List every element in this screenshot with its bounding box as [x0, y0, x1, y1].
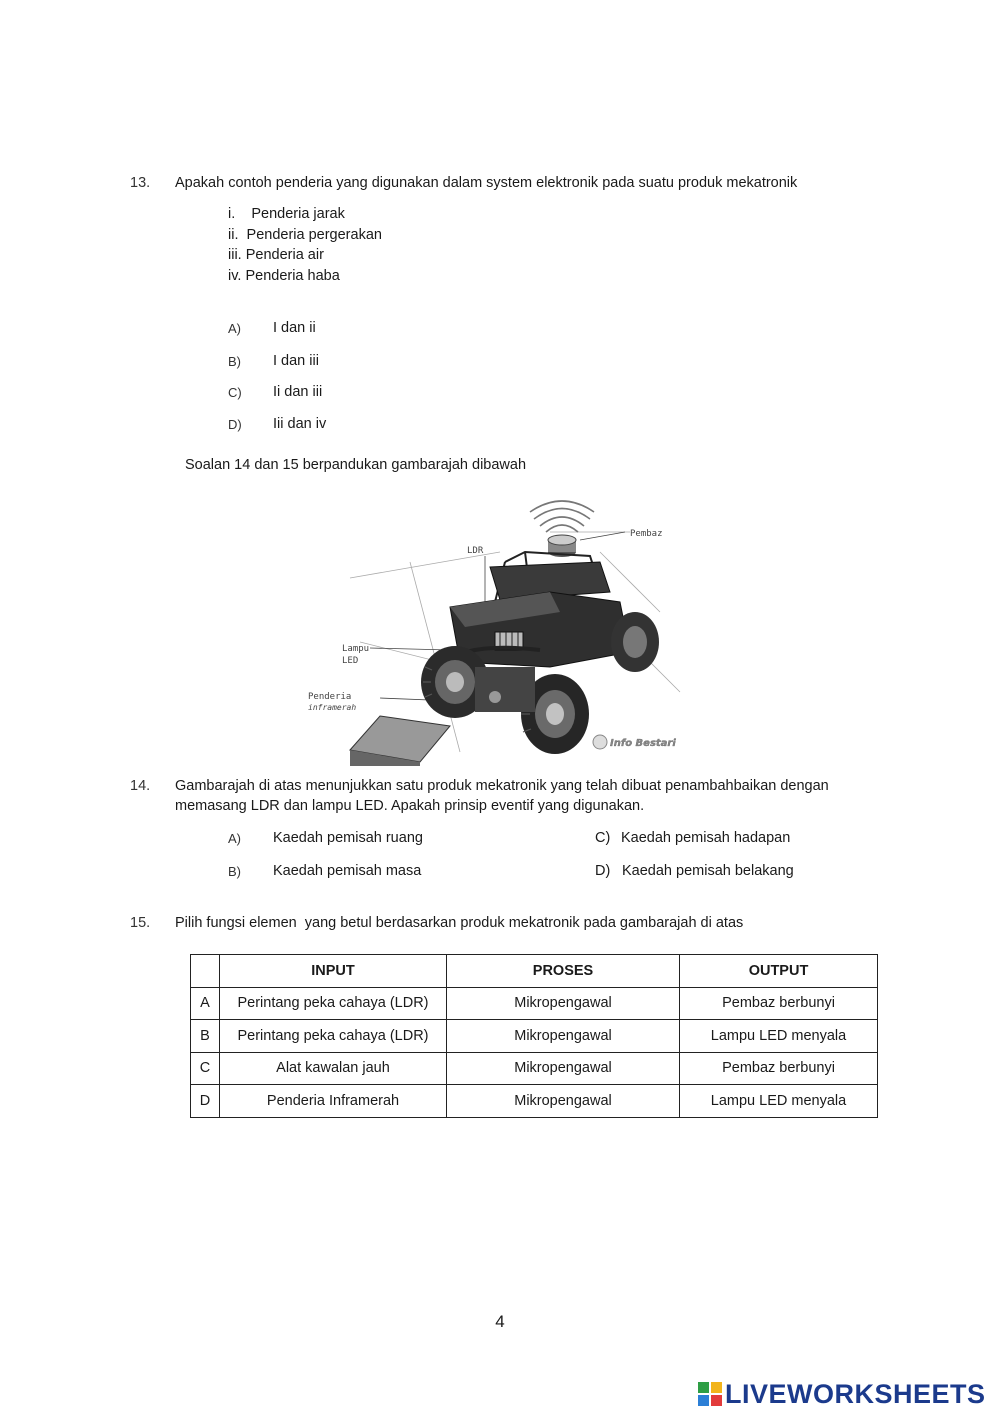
- q14-option-c-text[interactable]: Kaedah pemisah hadapan: [621, 830, 791, 846]
- liveworksheets-logo-icon: [698, 1382, 722, 1406]
- q14-option-c-letter: C): [595, 830, 611, 846]
- q13-option-c-text[interactable]: Ii dan iii: [273, 384, 323, 400]
- q13-option-c-letter: C): [228, 385, 242, 400]
- table-row[interactable]: [191, 1052, 878, 1085]
- table-row[interactable]: [191, 1085, 878, 1118]
- q14-option-b-letter: B): [228, 864, 241, 879]
- q14-option-d-letter: D): [595, 863, 611, 879]
- row-output: Pembaz berbunyi: [680, 987, 878, 1020]
- q15-text: Pilih fungsi elemen yang betul berdasarkan produk mekatronik pada gambarajah di atas: [175, 915, 744, 931]
- q15-answer-table: [190, 954, 878, 1118]
- page-number: 4: [495, 1312, 505, 1331]
- q13-item-3: iii. Penderia air: [228, 247, 324, 263]
- q13-option-a-text[interactable]: I dan ii: [273, 320, 316, 336]
- row-proses: Mikropengawal: [447, 1085, 680, 1118]
- q14-option-b-text[interactable]: Kaedah pemisah masa: [273, 863, 422, 879]
- row-input: Alat kawalan jauh: [220, 1052, 447, 1085]
- watermark-text: Info Bestari: [610, 738, 676, 749]
- info-bestari-logo-icon: [593, 735, 607, 749]
- row-output: Lampu LED menyala: [680, 1020, 878, 1053]
- table-header-input: INPUT: [220, 955, 447, 988]
- row-letter: A: [191, 987, 220, 1020]
- q13-option-b-letter: B): [228, 354, 241, 369]
- q14-option-a-letter: A): [228, 831, 241, 846]
- row-letter: D: [191, 1085, 220, 1118]
- row-input: Perintang peka cahaya (LDR): [220, 1020, 447, 1053]
- q14-line2: memasang LDR dan lampu LED. Apakah prinsip eventif yang digunakan.: [175, 798, 645, 814]
- row-proses: Mikropengawal: [447, 1052, 680, 1085]
- q13-item-2: ii. Penderia pergerakan: [228, 227, 382, 243]
- q13-option-b-text[interactable]: I dan iii: [273, 353, 319, 369]
- q14-line1: Gambarajah di atas menunjukkan satu produk mekatronik yang telah dibuat penambahbaikan dengan: [175, 778, 829, 794]
- q13-item-1: i. Penderia jarak: [228, 206, 345, 222]
- label-lampu: Lampu: [342, 644, 370, 654]
- row-letter: C: [191, 1052, 220, 1085]
- q15-number: 15.: [130, 915, 151, 931]
- label-ldr: LDR: [467, 546, 484, 556]
- liveworksheets-brand[interactable]: [698, 1378, 986, 1410]
- q14-number: 14.: [130, 778, 151, 794]
- label-inframerah: inframerah: [308, 703, 357, 712]
- table-row[interactable]: [191, 1020, 878, 1053]
- row-proses: Mikropengawal: [447, 987, 680, 1020]
- table-header-output: OUTPUT: [680, 955, 878, 988]
- row-proses: Mikropengawal: [447, 1020, 680, 1053]
- table-header-proses: PROSES: [447, 955, 680, 988]
- q13-item-4: iv. Penderia haba: [228, 268, 340, 284]
- label-penderia: Penderia: [308, 692, 352, 702]
- brand-text: LIVEWORKSHEETS: [725, 1378, 986, 1409]
- q14-option-d-text[interactable]: Kaedah pemisah belakang: [622, 863, 794, 879]
- table-header-blank: [191, 955, 220, 988]
- row-letter: B: [191, 1020, 220, 1053]
- table-row[interactable]: [191, 987, 878, 1020]
- label-pembaz: Pembaz: [630, 529, 663, 539]
- q13-option-d-text[interactable]: Iii dan iv: [273, 416, 327, 432]
- buzzer-waves: [530, 501, 594, 532]
- row-input: Penderia Inframerah: [220, 1085, 447, 1118]
- row-output: Pembaz berbunyi: [680, 1052, 878, 1085]
- q13-option-a-letter: A): [228, 321, 241, 336]
- figure-intro: Soalan 14 dan 15 berpandukan gambarajah dibawah: [185, 457, 527, 473]
- q14-option-a-text[interactable]: Kaedah pemisah ruang: [273, 830, 423, 846]
- table-header-row: [191, 955, 878, 988]
- row-input: Perintang peka cahaya (LDR): [220, 987, 447, 1020]
- label-led: LED: [342, 656, 359, 666]
- q13-number: 13.: [130, 175, 151, 191]
- q13-text: Apakah contoh penderia yang digunakan dalam system elektronik pada suatu produk mekatronik: [175, 175, 798, 191]
- mechatronic-car-figure: [300, 492, 700, 766]
- row-output: Lampu LED menyala: [680, 1085, 878, 1118]
- q13-option-d-letter: D): [228, 417, 242, 432]
